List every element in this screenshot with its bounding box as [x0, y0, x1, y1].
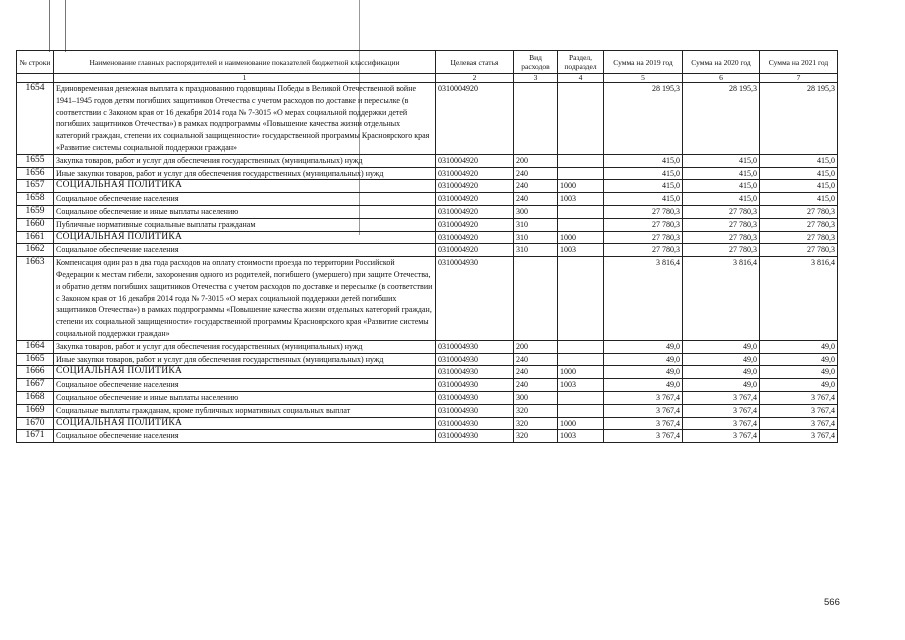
row-target-article: 0310004920: [436, 180, 514, 193]
row-sum-2019: 3 767,4: [604, 430, 683, 443]
row-sum-2021: 415,0: [760, 193, 838, 206]
row-sum-2021: 27 780,3: [760, 205, 838, 218]
row-sum-2020: 3 767,4: [683, 391, 760, 404]
row-expense-type: 320: [514, 430, 558, 443]
header-row-number: № строки: [17, 51, 54, 74]
row-name: СОЦИАЛЬНАЯ ПОЛИТИКА: [54, 366, 436, 379]
table-row: [17, 353, 838, 366]
row-name: СОЦИАЛЬНАЯ ПОЛИТИКА: [54, 417, 436, 430]
header-expense-type: Вид расходов: [514, 51, 558, 74]
row-expense-type: 200: [514, 340, 558, 353]
row-section: [558, 205, 604, 218]
column-number: 5: [604, 74, 683, 83]
row-sum-2020: 28 195,3: [683, 83, 760, 155]
row-section: [558, 83, 604, 155]
row-expense-type: 240: [514, 353, 558, 366]
row-section: 1000: [558, 231, 604, 244]
row-target-article: 0310004920: [436, 193, 514, 206]
row-expense-type: 310: [514, 231, 558, 244]
column-number: 1: [54, 74, 436, 83]
row-number: 1658: [17, 193, 54, 206]
row-name: Закупка товаров, работ и услуг для обеспечения государственных (муниципальных) нужд: [54, 154, 436, 167]
row-name: Социальное обеспечение и иные выплаты населению: [54, 391, 436, 404]
row-sum-2021: 49,0: [760, 366, 838, 379]
row-name: Закупка товаров, работ и услуг для обеспечения государственных (муниципальных) нужд: [54, 340, 436, 353]
column-number: 7: [760, 74, 838, 83]
table-row: [17, 231, 838, 244]
row-sum-2021: 3 767,4: [760, 430, 838, 443]
table-row: [17, 417, 838, 430]
row-section: 1000: [558, 366, 604, 379]
row-name: Социальное обеспечение населения: [54, 379, 436, 392]
row-sum-2020: 27 780,3: [683, 205, 760, 218]
row-sum-2020: 49,0: [683, 366, 760, 379]
column-number: 6: [683, 74, 760, 83]
header-target-article: Целевая статья: [436, 51, 514, 74]
table-row: [17, 205, 838, 218]
row-name: СОЦИАЛЬНАЯ ПОЛИТИКА: [54, 180, 436, 193]
row-sum-2019: 3 767,4: [604, 391, 683, 404]
row-number: 1662: [17, 244, 54, 257]
row-expense-type: 200: [514, 154, 558, 167]
row-sum-2019: 27 780,3: [604, 205, 683, 218]
row-sum-2021: 415,0: [760, 167, 838, 180]
row-sum-2020: 49,0: [683, 340, 760, 353]
row-sum-2019: 49,0: [604, 340, 683, 353]
row-sum-2019: 3 767,4: [604, 404, 683, 417]
column-number: 4: [558, 74, 604, 83]
row-number: 1655: [17, 154, 54, 167]
row-expense-type: 320: [514, 404, 558, 417]
row-section: [558, 154, 604, 167]
row-section: [558, 218, 604, 231]
table-row: [17, 244, 838, 257]
row-target-article: 0310004930: [436, 379, 514, 392]
table-row: [17, 218, 838, 231]
table-row: [17, 180, 838, 193]
row-expense-type: 310: [514, 218, 558, 231]
row-name: Социальное обеспечение населения: [54, 430, 436, 443]
row-sum-2020: 3 767,4: [683, 417, 760, 430]
table-row: [17, 257, 838, 341]
row-number: 1654: [17, 83, 54, 155]
row-sum-2019: 415,0: [604, 193, 683, 206]
row-sum-2019: 49,0: [604, 379, 683, 392]
row-section: 1000: [558, 180, 604, 193]
row-target-article: 0310004920: [436, 167, 514, 180]
table-row: [17, 167, 838, 180]
row-sum-2021: 415,0: [760, 154, 838, 167]
row-sum-2021: 3 767,4: [760, 391, 838, 404]
row-section: [558, 391, 604, 404]
table-row: [17, 83, 838, 155]
row-sum-2019: 3 767,4: [604, 417, 683, 430]
row-number: 1669: [17, 404, 54, 417]
row-target-article: 0310004930: [436, 366, 514, 379]
row-name: Иные закупки товаров, работ и услуг для обеспечения государственных (муниципальных) нужд: [54, 353, 436, 366]
row-section: [558, 404, 604, 417]
row-name: Социальное обеспечение населения: [54, 244, 436, 257]
row-target-article: 0310004920: [436, 218, 514, 231]
row-sum-2019: 28 195,3: [604, 83, 683, 155]
row-sum-2021: 27 780,3: [760, 244, 838, 257]
row-expense-type: 300: [514, 391, 558, 404]
row-target-article: 0310004930: [436, 404, 514, 417]
row-sum-2021: 49,0: [760, 353, 838, 366]
header-sum-2019: Сумма на 2019 год: [604, 51, 683, 74]
row-sum-2019: 415,0: [604, 154, 683, 167]
row-name: Компенсация один раз в два года расходов на оплату стоимости проезда по территории Российской Федерации к местам гибели, захоронения одного из родителей, погибшего (умершего) при защите Отечества, и обратно детям погибших защитников Отечества с учетом расходов по доставке и пересылке (в соответствии с Законом края от 16 декабря 2014 года № 7-3015 «О мерах социальной поддержки детей погибших защитников Отечества») в рамках подпрограммы «Повышение качества жизни отдельных категорий граждан, степени их социальной защищенности» государственной программы Красноярского края «Развитие системы социальной поддержки граждан»: [54, 257, 436, 341]
row-sum-2021: 3 816,4: [760, 257, 838, 341]
row-target-article: 0310004930: [436, 257, 514, 341]
table-row: [17, 391, 838, 404]
row-sum-2019: 27 780,3: [604, 231, 683, 244]
row-expense-type: 240: [514, 167, 558, 180]
row-number: 1668: [17, 391, 54, 404]
row-expense-type: 240: [514, 379, 558, 392]
table-row: [17, 340, 838, 353]
table-row: [17, 379, 838, 392]
table-row: [17, 193, 838, 206]
column-number-row: [17, 74, 838, 83]
row-sum-2021: 27 780,3: [760, 231, 838, 244]
row-name: Социальное обеспечение населения: [54, 193, 436, 206]
row-name: СОЦИАЛЬНАЯ ПОЛИТИКА: [54, 231, 436, 244]
table-row: [17, 366, 838, 379]
row-name: Социальное обеспечение и иные выплаты населению: [54, 205, 436, 218]
row-sum-2021: 27 780,3: [760, 218, 838, 231]
table-header: [17, 51, 838, 83]
row-number: 1657: [17, 180, 54, 193]
row-section: [558, 167, 604, 180]
page-number: 566: [824, 597, 840, 608]
row-name: Публичные нормативные социальные выплаты гражданам: [54, 218, 436, 231]
row-number: 1671: [17, 430, 54, 443]
row-sum-2019: 3 816,4: [604, 257, 683, 341]
row-sum-2020: 3 767,4: [683, 404, 760, 417]
row-sum-2019: 49,0: [604, 366, 683, 379]
row-sum-2019: 415,0: [604, 167, 683, 180]
row-expense-type: 320: [514, 417, 558, 430]
row-name: Социальные выплаты гражданам, кроме публичных нормативных социальных выплат: [54, 404, 436, 417]
column-number: [17, 74, 54, 83]
row-target-article: 0310004920: [436, 244, 514, 257]
row-sum-2020: 27 780,3: [683, 218, 760, 231]
row-target-article: 0310004920: [436, 154, 514, 167]
row-expense-type: 310: [514, 244, 558, 257]
row-sum-2020: 27 780,3: [683, 231, 760, 244]
row-sum-2021: 3 767,4: [760, 404, 838, 417]
row-target-article: 0310004920: [436, 231, 514, 244]
column-number: 3: [514, 74, 558, 83]
row-number: 1661: [17, 231, 54, 244]
row-target-article: 0310004920: [436, 205, 514, 218]
row-target-article: 0310004930: [436, 353, 514, 366]
row-number: 1660: [17, 218, 54, 231]
row-number: 1670: [17, 417, 54, 430]
row-expense-type: 240: [514, 366, 558, 379]
row-section: 1003: [558, 244, 604, 257]
row-section: 1003: [558, 430, 604, 443]
row-section: 1003: [558, 193, 604, 206]
column-number: 2: [436, 74, 514, 83]
row-sum-2021: 3 767,4: [760, 417, 838, 430]
row-sum-2019: 27 780,3: [604, 218, 683, 231]
row-sum-2020: 3 816,4: [683, 257, 760, 341]
row-expense-type: 300: [514, 205, 558, 218]
row-sum-2019: 49,0: [604, 353, 683, 366]
row-expense-type: 240: [514, 193, 558, 206]
header-sum-2021: Сумма на 2021 год: [760, 51, 838, 74]
header-name: Наименование главных распорядителей и наименование показателей бюджетной классификации: [54, 51, 436, 74]
row-target-article: 0310004930: [436, 391, 514, 404]
row-target-article: 0310004930: [436, 430, 514, 443]
row-number: 1665: [17, 353, 54, 366]
row-sum-2020: 27 780,3: [683, 244, 760, 257]
table-row: [17, 430, 838, 443]
row-expense-type: 240: [514, 180, 558, 193]
row-section: [558, 257, 604, 341]
table-body: [17, 83, 838, 443]
row-section: [558, 353, 604, 366]
row-section: 1000: [558, 417, 604, 430]
row-target-article: 0310004930: [436, 417, 514, 430]
row-sum-2019: 27 780,3: [604, 244, 683, 257]
row-expense-type: [514, 83, 558, 155]
header-row: [17, 51, 838, 74]
row-sum-2020: 49,0: [683, 379, 760, 392]
row-sum-2021: 49,0: [760, 340, 838, 353]
row-sum-2021: 415,0: [760, 180, 838, 193]
row-number: 1664: [17, 340, 54, 353]
row-sum-2020: 3 767,4: [683, 430, 760, 443]
scan-line-left: [49, 0, 50, 52]
row-sum-2020: 415,0: [683, 193, 760, 206]
header-sum-2020: Сумма на 2020 год: [683, 51, 760, 74]
row-sum-2019: 415,0: [604, 180, 683, 193]
table-row: [17, 404, 838, 417]
row-sum-2020: 415,0: [683, 180, 760, 193]
header-section: Раздел, подраздел: [558, 51, 604, 74]
row-number: 1656: [17, 167, 54, 180]
row-sum-2021: 28 195,3: [760, 83, 838, 155]
row-sum-2020: 49,0: [683, 353, 760, 366]
row-name: Единовременная денежная выплата к празднованию годовщины Победы в Великой Отечественной войне 1941–1945 годов детям погибших защитников Отечества с учетом расходов по доставке и пересылке (в соответствии с Законом края от 16 декабря 2014 года № 7-3015 «О мерах социальной поддержки детей погибших защитников Отечества») в рамках подпрограммы «Повышение качества жизни отдельных категорий граждан, степени их социальной защищенности» государственной программы Красноярского края «Развитие системы социальной поддержки граждан»: [54, 83, 436, 155]
row-target-article: 0310004920: [436, 83, 514, 155]
row-sum-2020: 415,0: [683, 154, 760, 167]
row-number: 1663: [17, 257, 54, 341]
row-name: Иные закупки товаров, работ и услуг для обеспечения государственных (муниципальных) нужд: [54, 167, 436, 180]
row-number: 1659: [17, 205, 54, 218]
budget-table: [16, 50, 838, 443]
row-section: [558, 340, 604, 353]
row-target-article: 0310004930: [436, 340, 514, 353]
row-section: 1003: [558, 379, 604, 392]
row-number: 1667: [17, 379, 54, 392]
row-expense-type: [514, 257, 558, 341]
table-row: [17, 154, 838, 167]
row-sum-2020: 415,0: [683, 167, 760, 180]
row-number: 1666: [17, 366, 54, 379]
row-sum-2021: 49,0: [760, 379, 838, 392]
scan-line-mid: [65, 0, 66, 52]
